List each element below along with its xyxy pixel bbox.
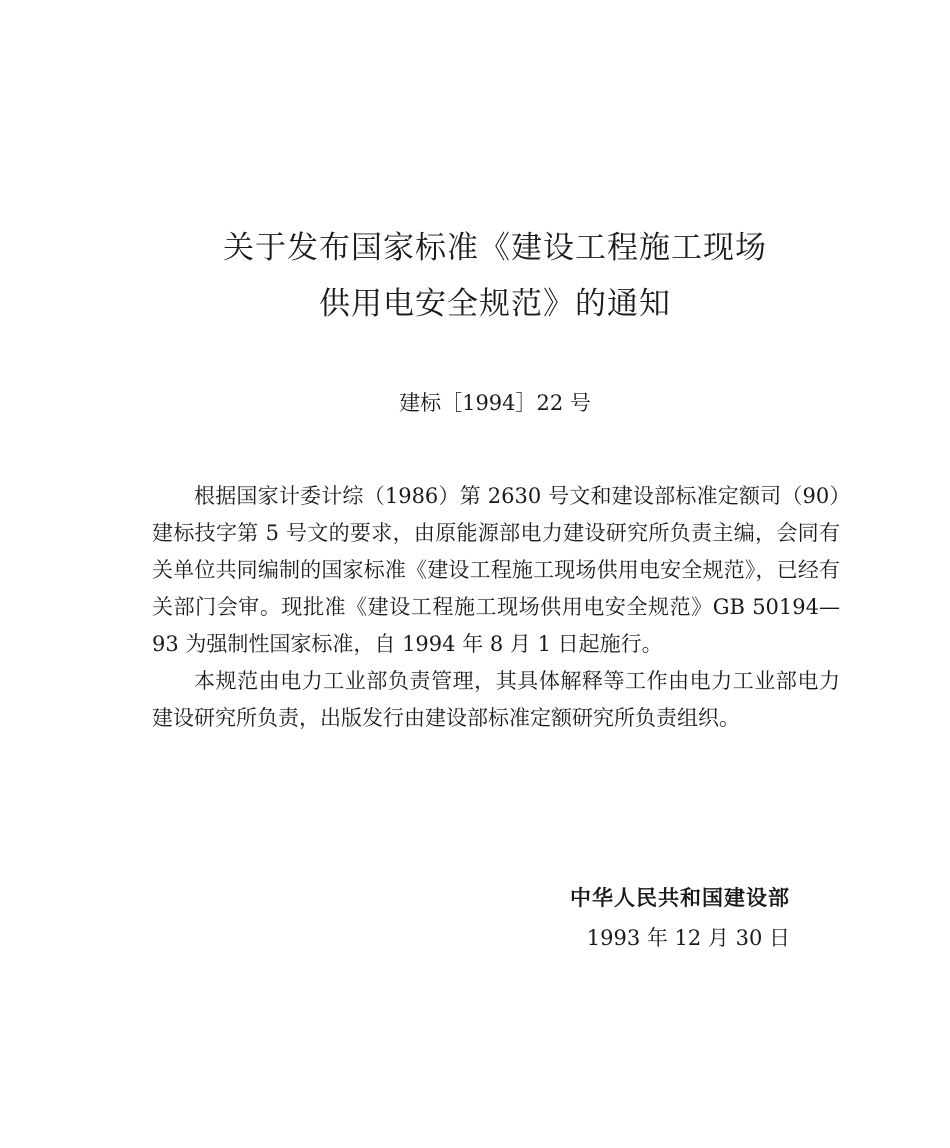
document-number: 建标［1994］22 号 [399,391,591,415]
signature-organization: 中华人民共和国建设部 [570,886,790,910]
title-line-2: 供用电安全规范》的通知 [319,286,671,322]
notice-body [152,478,840,737]
signature-date: 1993 年 12 月 30 日 [586,926,790,950]
paragraph-1: 根据国家计委计综（1986）第 2630 号文和建设部标准定额司（90）建标技字第 5 号文的要求，由原能源部电力建设研究所负责主编，会同有关单位共同编制的国家标准《建设工程施工现场供用电安全规范》，已经有关部门会审。现批准《建设工程施工现场供用电安全规范》GB 50194—93 为强制性国家标准，自 1994 年 8 月 1 日起施行。 [152,484,840,656]
paragraph-2: 本规范由电力工业部负责管理，其具体解释等工作由电力工业部电力建设研究所负责，出版发行由建设部标准定额研究所负责组织。 [152,669,840,730]
title-line-1: 关于发布国家标准《建设工程施工现场 [223,230,767,266]
